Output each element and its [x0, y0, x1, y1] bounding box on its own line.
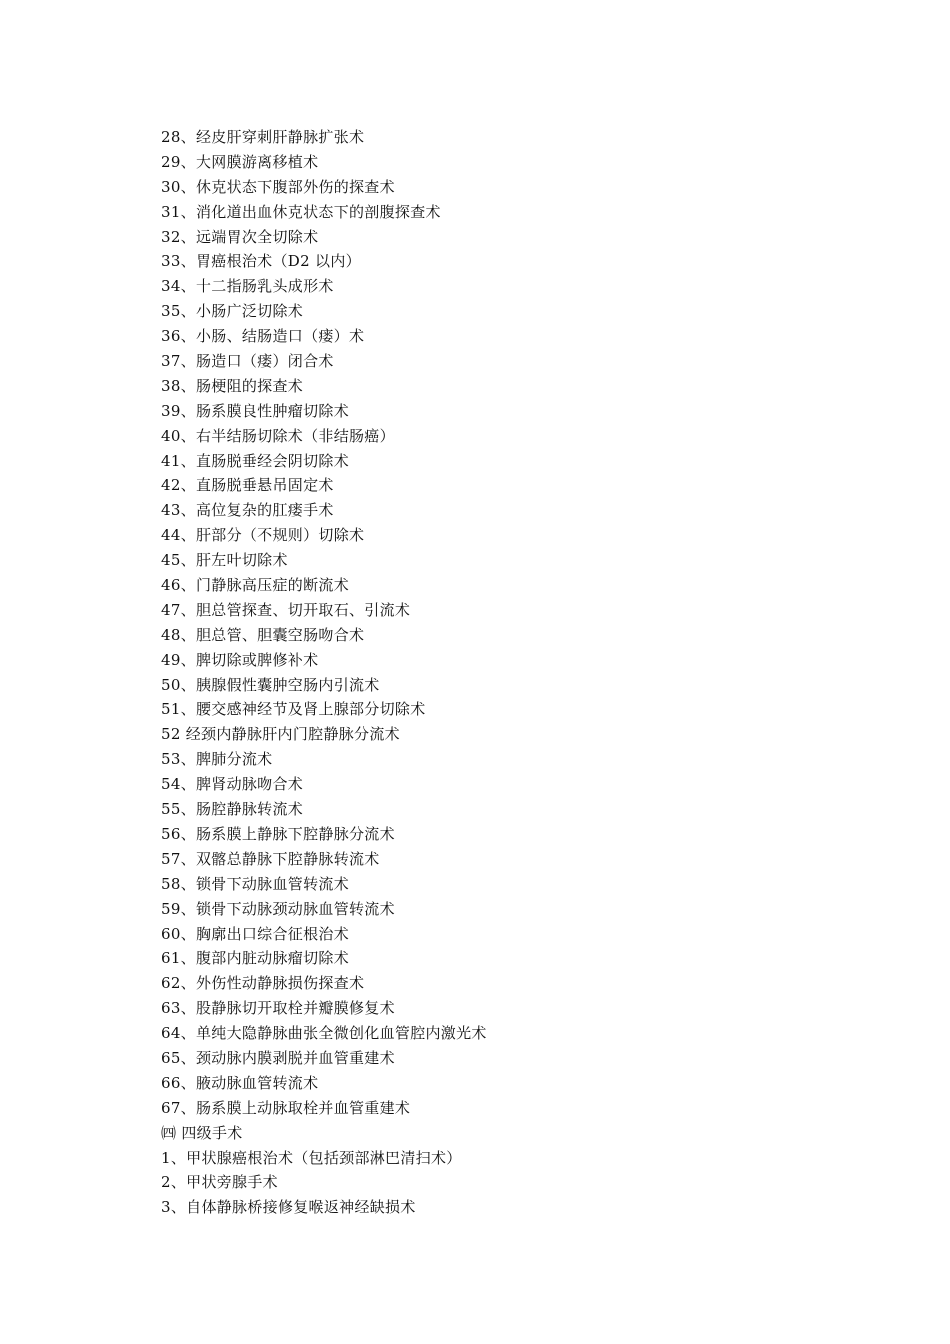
- list-item: 65、颈动脉内膜剥脱并血管重建术: [161, 1048, 395, 1067]
- list-item: 46、门静脉高压症的断流术: [161, 576, 349, 595]
- section-heading: ㈣ 四级手术: [161, 1123, 243, 1142]
- list-item: 40、右半结肠切除术（非结肠癌）: [161, 426, 395, 445]
- list-item: 1、甲状腺癌根治术（包括颈部淋巴清扫术）: [161, 1148, 462, 1167]
- list-item: 30、休克状态下腹部外伤的探查术: [161, 177, 395, 196]
- list-item: 51、腰交感神经节及肾上腺部分切除术: [161, 700, 426, 719]
- list-item: 64、单纯大隐静脉曲张全微创化血管腔内激光术: [161, 1024, 487, 1043]
- list-item: 62、外伤性动静脉损伤探查术: [161, 974, 365, 993]
- list-item: 67、肠系膜上动脉取栓并血管重建术: [161, 1098, 411, 1117]
- surgery-list: [161, 125, 861, 1220]
- list-item: 31、消化道出血休克状态下的剖腹探查术: [161, 202, 441, 221]
- list-item: 35、小肠广泛切除术: [161, 302, 304, 321]
- list-item: 59、锁骨下动脉颈动脉血管转流术: [161, 899, 395, 918]
- list-item: 53、脾肺分流术: [161, 750, 273, 769]
- list-item: 41、直肠脱垂经会阴切除术: [161, 451, 349, 470]
- list-item: 44、肝部分（不规则）切除术: [161, 526, 365, 545]
- list-item: 43、高位复杂的肛瘘手术: [161, 501, 334, 520]
- list-item: 39、肠系膜良性肿瘤切除术: [161, 401, 349, 420]
- list-item: 49、脾切除或脾修补术: [161, 650, 319, 669]
- list-item: 61、腹部内脏动脉瘤切除术: [161, 949, 349, 968]
- list-item: 57、双髂总静脉下腔静脉转流术: [161, 849, 380, 868]
- list-item: 48、胆总管、胆囊空肠吻合术: [161, 625, 365, 644]
- list-item: 55、肠腔静脉转流术: [161, 800, 304, 819]
- list-item: 3、自体静脉桥接修复喉返神经缺损术: [161, 1198, 416, 1217]
- list-item: 32、远端胃次全切除术: [161, 227, 319, 246]
- list-item: 52 经颈内静脉肝内门腔静脉分流术: [161, 725, 400, 744]
- list-item: 29、大网膜游离移植术: [161, 152, 319, 171]
- list-item: 45、肝左叶切除术: [161, 551, 288, 570]
- list-item: 63、股静脉切开取栓并瓣膜修复术: [161, 999, 395, 1018]
- list-item: 33、胃癌根治术（D2 以内）: [161, 252, 361, 271]
- list-item: 47、胆总管探查、切开取石、引流术: [161, 600, 411, 619]
- list-item: 2、甲状旁腺手术: [161, 1173, 278, 1192]
- list-item: 37、肠造口（瘘）闭合术: [161, 352, 334, 371]
- list-item: 66、腋动脉血管转流术: [161, 1073, 319, 1092]
- list-item: 56、肠系膜上静脉下腔静脉分流术: [161, 824, 395, 843]
- list-item: 42、直肠脱垂悬吊固定术: [161, 476, 334, 495]
- list-item: 28、经皮肝穿刺肝静脉扩张术: [161, 128, 365, 146]
- list-item: 38、肠梗阻的探查术: [161, 376, 304, 395]
- list-item: 50、胰腺假性囊肿空肠内引流术: [161, 675, 380, 694]
- list-item: 60、胸廓出口综合征根治术: [161, 924, 349, 943]
- list-item: 36、小肠、结肠造口（瘘）术: [161, 327, 365, 346]
- list-item: 34、十二指肠乳头成形术: [161, 277, 334, 296]
- list-item: 58、锁骨下动脉血管转流术: [161, 874, 349, 893]
- list-item: 54、脾肾动脉吻合术: [161, 775, 304, 794]
